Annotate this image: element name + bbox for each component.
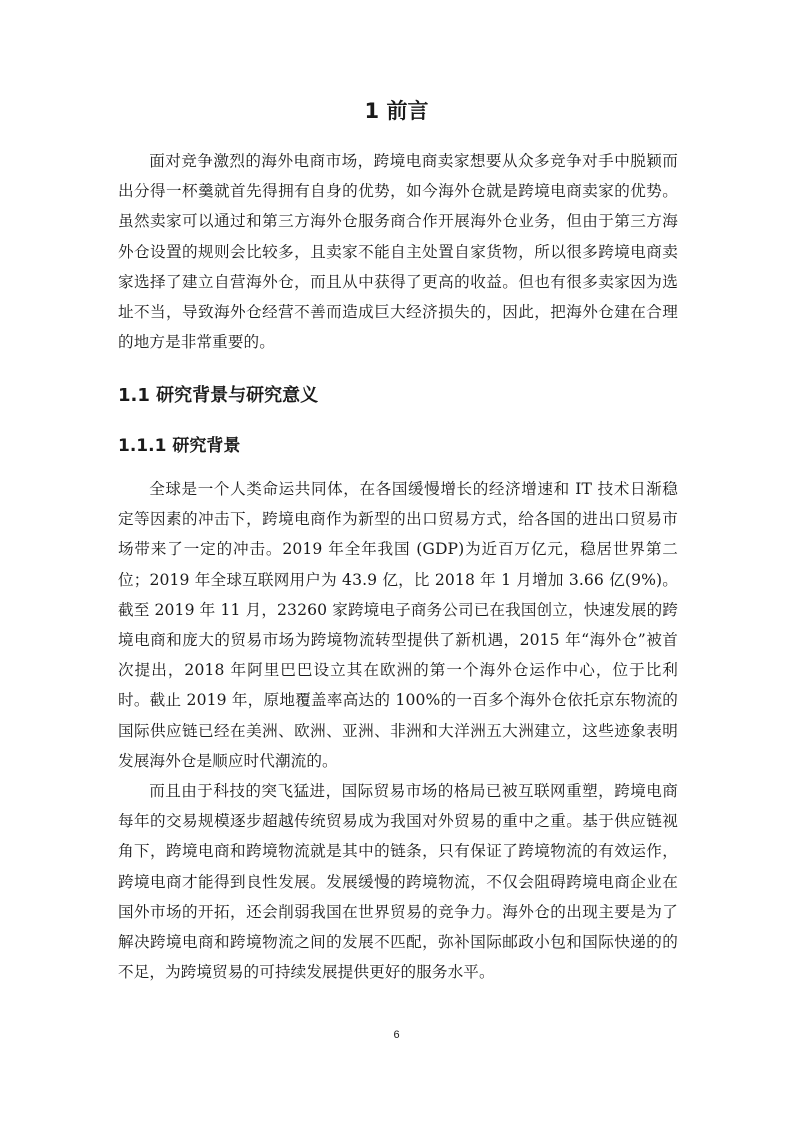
background-paragraph-1: 全球是一个人类命运共同体，在各国缓慢增长的经济增速和 IT 技术日渐稳定等因素的冲击下，跨境电商作为新型的出口贸易方式，给各国的进出口贸易市场带来了一定的冲击。2019 年全年我国 (GDP)为近百万亿元，稳居世界第二位；2019 年全球互联网用户为 43.9 亿，比 2018 年 1 月增加 3.66 亿(9%)。截至 2019 年 11 月，23260 家跨境电子商务公司已在我国创立，快速发展的跨境电商和庞大的贸易市场为跨境物流转型提供了新机遇，2015 年“海外仓”被首次提出，2018 年阿里巴巴设立其在欧洲的第一个海外仓运作中心，位于比利时。截止 2019 年，原地覆盖率高达的 100%的一百多个海外仓依托京东物流的国际供应链已经在美洲、欧洲、亚洲、非洲和大洋洲五大洲建立，这些迹象表明发展海外仓是顺应时代潮流的。: [118, 480, 678, 770]
page-number: 6: [393, 1029, 400, 1041]
section-heading: 1.1 研究背景与研究意义: [118, 385, 319, 406]
intro-paragraph: 面对竞争激烈的海外电商市场，跨境电商卖家想要从众多竞争对手中脱颖而出分得一杯羹就首先得拥有自身的优势，如今海外仓就是跨境电商卖家的优势。虽然卖家可以通过和第三方海外仓服务商合作开展海外仓业务，但由于第三方海外仓设置的规则会比较多，且卖家不能自主处置自家货物，所以很多跨境电商卖家选择了建立自营海外仓，而且从中获得了更高的收益。但也有很多卖家因为选址不当，导致海外仓经营不善而造成巨大经济损失的，因此，把海外仓建在合理的地方是非常重要的。: [118, 152, 678, 352]
chapter-title: 1 前言: [364, 99, 429, 123]
subsection-heading: 1.1.1 研究背景: [118, 436, 241, 456]
background-paragraph-2: 而且由于科技的突飞猛进，国际贸易市场的格局已被互联网重塑，跨境电商每年的交易规模逐步超越传统贸易成为我国对外贸易的重中之重。基于供应链视角下，跨境电商和跨境物流就是其中的链条，只有保证了跨境物流的有效运作，跨境电商才能得到良性发展。发展缓慢的跨境物流，不仅会阻碍跨境电商企业在国外市场的开拓，还会削弱我国在世界贸易的竞争力。海外仓的出现主要是为了解决跨境电商和跨境物流之间的发展不匹配，弥补国际邮政小包和国际快递的的不足，为跨境贸易的可持续发展提供更好的服务水平。: [118, 782, 678, 982]
